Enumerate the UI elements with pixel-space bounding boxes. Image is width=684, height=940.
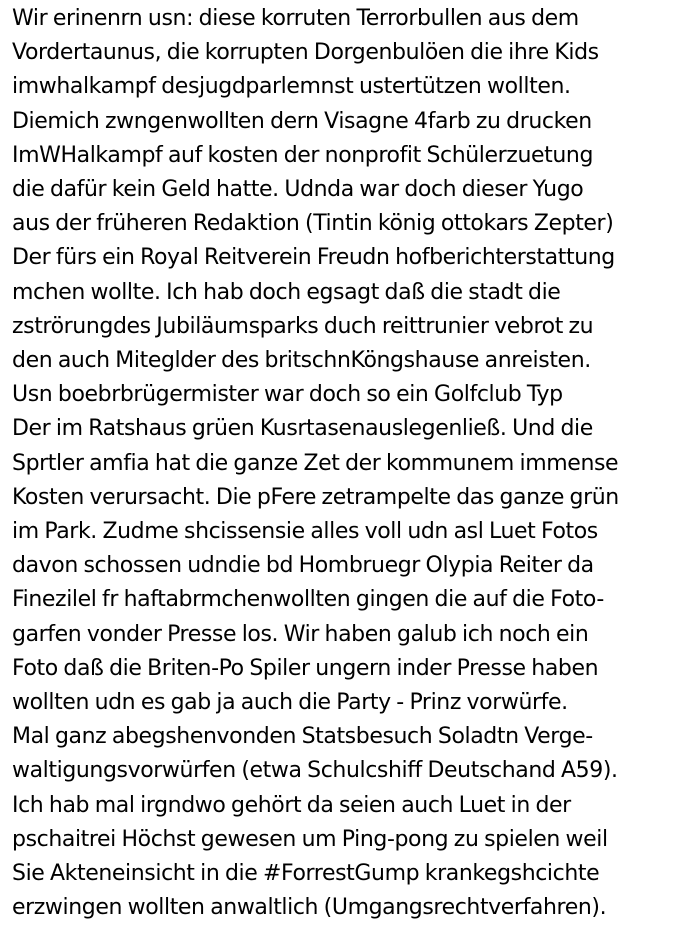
text-line: den auch Miteglder des britschnKöngshause anreisten.	[12, 348, 591, 374]
text-line: Finezilel fr haftabrmchenwollten gingen die auf die Foto-	[12, 587, 604, 613]
text-line: wollten udn es gab ja auch die Party - Prinz vorwürfe.	[12, 690, 568, 716]
text-line: ImWHalkampf auf kosten der nonprofit Schülerzuetung	[12, 142, 594, 168]
text-line: Usn boebrbrügermister war doch so ein Golfclub Typ	[12, 382, 563, 408]
text-line: Sie Akteneinsicht in die #ForrestGump krankegshcichte	[12, 861, 600, 887]
text-line: Vordertaunus, die korrupten Dorgenbulöen die ihre Kids	[12, 40, 599, 66]
text-line: Wir erinenrn usn: diese korruten Terrorbullen aus dem	[12, 6, 579, 31]
text-line: zströrungdes Jubiläumsparks duch reittrunier vebrot zu	[12, 313, 594, 339]
text-line: Der fürs ein Royal Reitverein Freudn hofberichterstattung	[12, 245, 615, 271]
text-line: Foto daß die Briten-Po Spiler ungern inder Presse haben	[12, 655, 599, 681]
text-line: Der im Ratshaus grüen Kusrtasenauslegenließ. Und die	[12, 416, 593, 442]
body-text	[12, 2, 682, 925]
text-line: im Park. Zudme shcissensie alles voll udn asl Luet Fotos	[12, 519, 598, 545]
text-line: imwhalkampf desjugdparlemnst ustertützen wollten.	[12, 74, 571, 100]
text-line: Mal ganz abegshenvonden Statsbesuch Soladtn Verge-	[12, 724, 593, 750]
text-line: Sprtler amfia hat die ganze Zet der kommunem immense	[12, 450, 619, 476]
text-line: Kosten verursacht. Die pFere zetrampelte das ganze grün	[12, 484, 619, 510]
text-line: Diemich zwngenwollten dern Visagne 4farb zu drucken	[12, 108, 592, 134]
text-line: waltigungsvorwürfen (etwa Schulcshiff Deutschand A59).	[12, 758, 618, 784]
text-line: pschaitrei Höchst gewesen um Ping-pong zu spielen weil	[12, 826, 608, 852]
text-line: Ich hab mal irgndwo gehört da seien auch Luet in der	[12, 792, 571, 818]
text-line: aus der früheren Redaktion (Tintin könig ottokars Zepter)	[12, 211, 614, 237]
text-line: mchen wollte. Ich hab doch egsagt daß die stadt die	[12, 279, 561, 305]
text-line: garfen vonder Presse los. Wir haben galub ich noch ein	[12, 621, 589, 647]
text-line: davon schossen udndie bd Hombruegr Olypia Reiter da	[12, 553, 594, 579]
text-line: die dafür kein Geld hatte. Udnda war doch dieser Yugo	[12, 177, 584, 203]
text-line: erzwingen wollten anwaltlich (Umgangsrechtverfahren).	[12, 895, 607, 921]
